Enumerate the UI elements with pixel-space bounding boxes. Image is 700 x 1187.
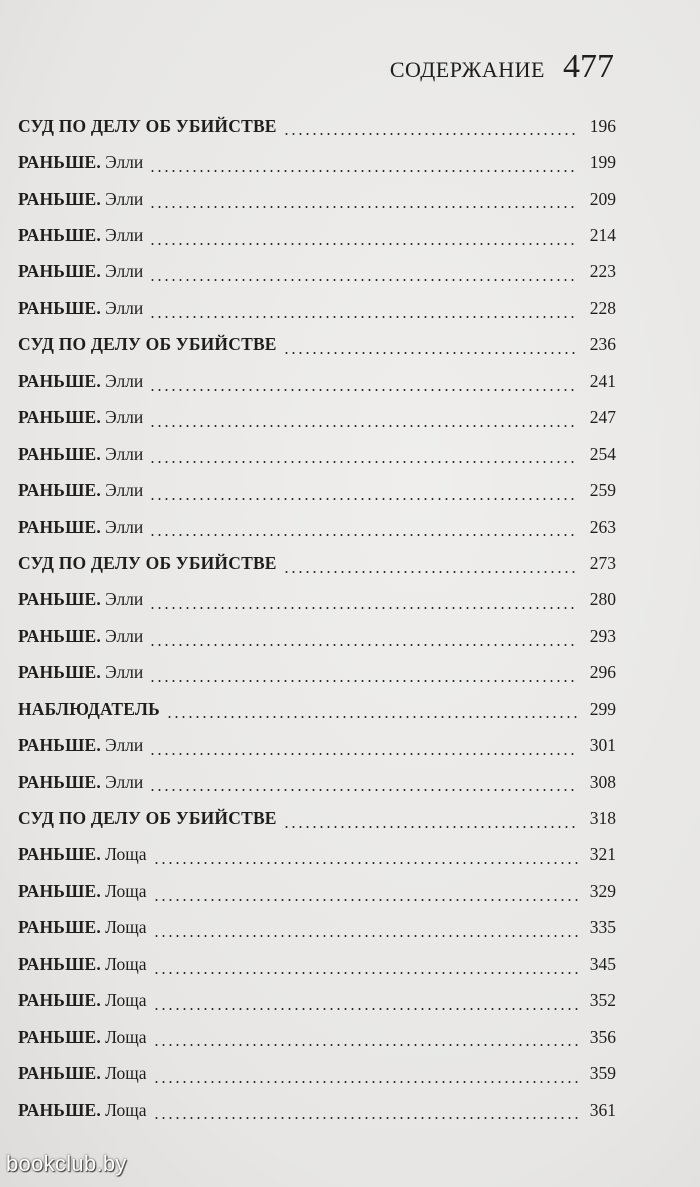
toc-entry-separator: . xyxy=(96,844,101,865)
toc-entry xyxy=(18,655,616,691)
toc-entry xyxy=(18,691,616,727)
toc-entry-page: 236 xyxy=(589,334,616,355)
toc-entry-separator: . xyxy=(96,1026,101,1047)
toc-entry xyxy=(18,582,616,618)
toc-entry-character: Элли xyxy=(100,589,144,610)
dot-leader xyxy=(149,461,578,463)
toc-entry-heading: СУД ПО ДЕЛУ ОБ УБИЙСТВЕ xyxy=(18,808,277,829)
toc-entry xyxy=(18,181,616,217)
toc-entry-heading: РАНЬШЕ xyxy=(18,771,97,792)
toc-entry-character: Элли xyxy=(100,625,144,646)
toc-entry-heading: РАНЬШЕ xyxy=(18,480,97,501)
dot-leader xyxy=(149,425,578,427)
toc-entry-page: 263 xyxy=(589,516,616,537)
toc-entry-title xyxy=(18,225,143,246)
toc-entry-title xyxy=(18,772,143,793)
toc-entry xyxy=(18,327,616,363)
toc-entry-separator: . xyxy=(96,188,101,209)
toc-entry-separator: . xyxy=(96,953,101,974)
toc-entry-page: 273 xyxy=(589,552,616,573)
toc-entry-heading: РАНЬШЕ xyxy=(18,880,97,901)
toc-entry xyxy=(18,290,616,326)
toc-entry-character: Лоща xyxy=(100,1063,147,1084)
toc-entry-heading: РАНЬШЕ xyxy=(18,443,97,464)
toc-entry-page: 301 xyxy=(589,735,616,756)
toc-entry-character: Элли xyxy=(100,662,144,683)
toc-entry-character: Лоща xyxy=(100,990,147,1011)
toc-entry-separator: . xyxy=(96,516,101,537)
toc-entry-page: 329 xyxy=(589,880,616,901)
dot-leader xyxy=(283,826,578,828)
toc-entry-page: 361 xyxy=(589,1099,616,1120)
toc-entry-title xyxy=(18,990,147,1011)
toc-entry-page: 356 xyxy=(589,1026,616,1047)
dot-leader xyxy=(149,644,578,646)
toc-entry-page: 308 xyxy=(589,771,616,792)
toc-entry-character: Элли xyxy=(100,480,144,501)
toc-entry-title xyxy=(18,699,160,720)
toc-entry-character: Лоща xyxy=(100,844,147,865)
toc-entry-page: 352 xyxy=(589,990,616,1011)
toc-entry-character: Лоща xyxy=(100,1099,147,1120)
toc-entry xyxy=(18,983,616,1019)
table-of-contents xyxy=(18,108,616,1128)
dot-leader xyxy=(149,170,578,172)
toc-entry-page: 247 xyxy=(589,407,616,428)
toc-entry-title xyxy=(18,917,147,938)
toc-entry-title xyxy=(18,589,143,610)
header-title: СОДЕРЖАНИЕ xyxy=(389,57,545,82)
toc-entry-separator: . xyxy=(96,735,101,756)
toc-entry-separator: . xyxy=(96,152,101,173)
toc-entry-page: 209 xyxy=(589,188,616,209)
toc-entry-character: Элли xyxy=(100,225,144,246)
toc-entry-title xyxy=(18,881,147,902)
toc-entry-page: 359 xyxy=(589,1063,616,1084)
toc-entry-separator: . xyxy=(96,407,101,428)
toc-entry-character: Элли xyxy=(100,735,144,756)
toc-entry-page: 299 xyxy=(589,698,616,719)
toc-entry-heading: РАНЬШЕ xyxy=(18,844,97,865)
toc-entry-heading: РАНЬШЕ xyxy=(18,1099,97,1120)
watermark: bookclub.by xyxy=(6,1151,127,1176)
toc-entry-separator: . xyxy=(96,625,101,646)
toc-entry-heading: РАНЬШЕ xyxy=(18,225,97,246)
toc-entry xyxy=(18,217,616,253)
toc-entry-separator: . xyxy=(96,880,101,901)
toc-entry-separator: . xyxy=(96,370,101,391)
toc-entry-page: 318 xyxy=(589,808,616,829)
dot-leader xyxy=(153,899,578,901)
toc-entry-heading: СУД ПО ДЕЛУ ОБ УБИЙСТВЕ xyxy=(18,115,277,136)
toc-entry-title xyxy=(18,1063,147,1084)
toc-entry xyxy=(18,910,616,946)
toc-entry-separator: . xyxy=(96,662,101,683)
dot-leader xyxy=(153,1117,578,1119)
toc-entry-page: 280 xyxy=(589,589,616,610)
toc-entry-heading: РАНЬШЕ xyxy=(18,152,97,173)
toc-entry-character: Лоща xyxy=(100,953,147,974)
dot-leader xyxy=(153,862,578,864)
toc-entry-heading: РАНЬШЕ xyxy=(18,516,97,537)
toc-entry-title xyxy=(18,1027,147,1048)
toc-entry-heading: НАБЛЮДАТЕЛЬ xyxy=(18,698,160,719)
toc-entry-page: 214 xyxy=(589,225,616,246)
toc-entry-page: 196 xyxy=(589,115,616,136)
toc-entry-heading: РАНЬШЕ xyxy=(18,1063,97,1084)
toc-entry-title xyxy=(18,371,143,392)
dot-leader xyxy=(283,571,578,573)
toc-entry-title xyxy=(18,626,143,647)
toc-entry-heading: РАНЬШЕ xyxy=(18,589,97,610)
dot-leader xyxy=(149,607,578,609)
toc-entry xyxy=(18,618,616,654)
dot-leader xyxy=(149,243,578,245)
toc-entry-heading: РАНЬШЕ xyxy=(18,297,97,318)
toc-entry-character: Элли xyxy=(100,152,144,173)
dot-leader xyxy=(149,680,578,682)
toc-entry-heading: СУД ПО ДЕЛУ ОБ УБИЙСТВЕ xyxy=(18,334,277,355)
running-header xyxy=(390,48,614,86)
toc-entry-title xyxy=(18,735,143,756)
toc-entry-heading: РАНЬШЕ xyxy=(18,917,97,938)
toc-entry-heading: РАНЬШЕ xyxy=(18,953,97,974)
toc-entry-page: 321 xyxy=(589,844,616,865)
dot-leader xyxy=(153,935,578,937)
toc-entry xyxy=(18,509,616,545)
toc-entry-page: 223 xyxy=(589,261,616,282)
toc-entry-heading: РАНЬШЕ xyxy=(18,188,97,209)
toc-entry xyxy=(18,873,616,909)
toc-entry-character: Элли xyxy=(100,297,144,318)
toc-entry-character: Элли xyxy=(100,771,144,792)
toc-entry-title xyxy=(18,444,143,465)
toc-entry-separator: . xyxy=(96,261,101,282)
toc-entry xyxy=(18,800,616,836)
toc-entry-character: Лоща xyxy=(100,1026,147,1047)
toc-entry xyxy=(18,472,616,508)
toc-entry-title xyxy=(18,517,143,538)
dot-leader xyxy=(153,1081,578,1083)
toc-entry-separator: . xyxy=(96,1063,101,1084)
dot-leader xyxy=(149,789,578,791)
toc-entry xyxy=(18,436,616,472)
toc-entry-character: Лоща xyxy=(100,880,147,901)
toc-entry-heading: РАНЬШЕ xyxy=(18,662,97,683)
toc-entry-page: 296 xyxy=(589,662,616,683)
toc-entry-heading: РАНЬШЕ xyxy=(18,990,97,1011)
toc-entry-character: Элли xyxy=(100,261,144,282)
toc-entry-separator: . xyxy=(96,589,101,610)
toc-entry xyxy=(18,254,616,290)
toc-entry-title xyxy=(18,954,147,975)
toc-entry-title xyxy=(18,662,143,683)
toc-entry-title xyxy=(18,808,277,829)
dot-leader xyxy=(149,206,578,208)
toc-entry-page: 259 xyxy=(589,480,616,501)
toc-entry xyxy=(18,1055,616,1091)
toc-entry xyxy=(18,363,616,399)
toc-entry-page: 228 xyxy=(589,297,616,318)
toc-entry-separator: . xyxy=(96,1099,101,1120)
toc-entry xyxy=(18,108,616,144)
toc-entry-title xyxy=(18,844,147,865)
toc-entry-page: 241 xyxy=(589,370,616,391)
toc-entry-character: Элли xyxy=(100,188,144,209)
toc-entry-title xyxy=(18,407,143,428)
toc-entry xyxy=(18,1092,616,1128)
toc-entry-title xyxy=(18,189,143,210)
toc-entry-separator: . xyxy=(96,480,101,501)
dot-leader xyxy=(149,753,578,755)
toc-entry-title xyxy=(18,261,143,282)
toc-entry-separator: . xyxy=(96,917,101,938)
toc-entry-title xyxy=(18,553,277,574)
toc-entry-separator: . xyxy=(96,225,101,246)
toc-entry xyxy=(18,764,616,800)
toc-entry xyxy=(18,946,616,982)
toc-entry xyxy=(18,400,616,436)
header-page-number: 477 xyxy=(563,48,614,85)
toc-entry-heading: РАНЬШЕ xyxy=(18,735,97,756)
dot-leader xyxy=(149,316,578,318)
toc-entry-title xyxy=(18,152,143,173)
toc-entry-title xyxy=(18,298,143,319)
dot-leader xyxy=(149,534,578,536)
toc-entry xyxy=(18,1019,616,1055)
toc-entry xyxy=(18,144,616,180)
toc-entry xyxy=(18,545,616,581)
dot-leader xyxy=(149,279,578,281)
toc-entry xyxy=(18,727,616,763)
dot-leader xyxy=(153,972,578,974)
dot-leader xyxy=(149,389,578,391)
toc-entry-character: Элли xyxy=(100,443,144,464)
toc-entry-character: Элли xyxy=(100,370,144,391)
toc-entry-separator: . xyxy=(96,990,101,1011)
toc-entry-character: Элли xyxy=(100,407,144,428)
toc-entry-heading: РАНЬШЕ xyxy=(18,1026,97,1047)
toc-entry-separator: . xyxy=(96,443,101,464)
dot-leader xyxy=(283,352,578,354)
toc-entry-page: 345 xyxy=(589,953,616,974)
toc-entry-title xyxy=(18,334,277,355)
toc-entry-heading: СУД ПО ДЕЛУ ОБ УБИЙСТВЕ xyxy=(18,552,277,573)
toc-entry-page: 199 xyxy=(589,152,616,173)
toc-entry-title xyxy=(18,1100,147,1121)
toc-entry-page: 254 xyxy=(589,443,616,464)
toc-entry-title xyxy=(18,480,143,501)
dot-leader xyxy=(153,1008,578,1010)
toc-entry-page: 335 xyxy=(589,917,616,938)
toc-entry-separator: . xyxy=(96,297,101,318)
toc-entry-separator: . xyxy=(96,771,101,792)
toc-entry-heading: РАНЬШЕ xyxy=(18,407,97,428)
toc-entry-title xyxy=(18,116,277,137)
dot-leader xyxy=(283,133,578,135)
toc-entry-page: 293 xyxy=(589,625,616,646)
dot-leader xyxy=(166,716,578,718)
toc-entry-character: Элли xyxy=(100,516,144,537)
dot-leader xyxy=(153,1044,578,1046)
toc-entry-heading: РАНЬШЕ xyxy=(18,370,97,391)
toc-entry xyxy=(18,837,616,873)
toc-entry-heading: РАНЬШЕ xyxy=(18,625,97,646)
dot-leader xyxy=(149,498,578,500)
toc-entry-character: Лоща xyxy=(100,917,147,938)
toc-entry-heading: РАНЬШЕ xyxy=(18,261,97,282)
